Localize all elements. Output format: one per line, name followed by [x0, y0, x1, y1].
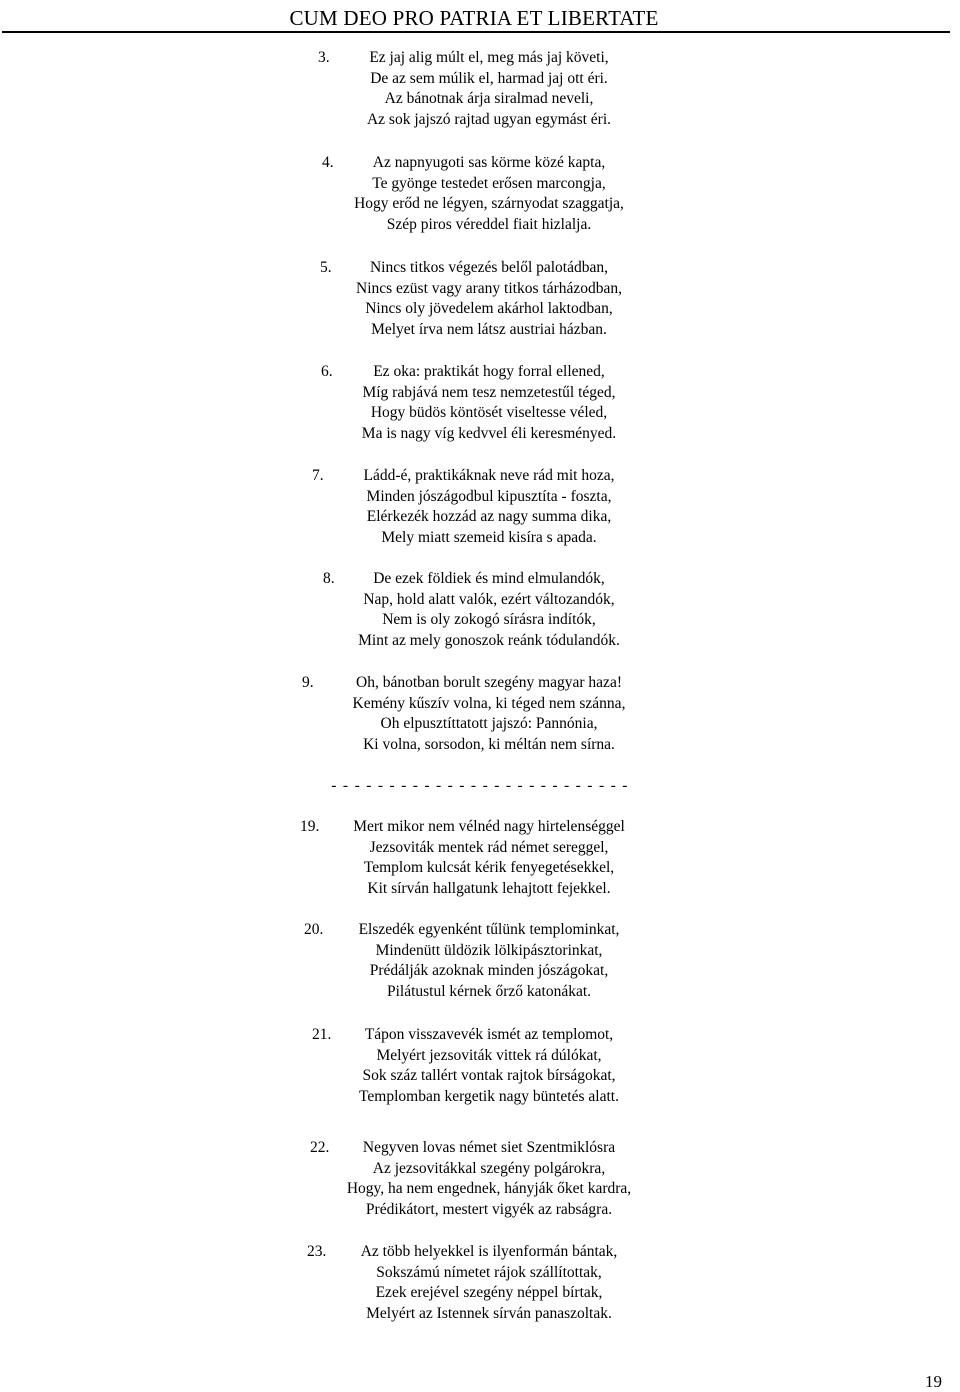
stanza-number: 3. [318, 49, 330, 66]
stanza-number: 7. [312, 467, 324, 484]
verse-line: Az bánotnak árja siralmad neveli, [384, 90, 594, 108]
stanza-number: 8. [323, 570, 335, 587]
verse-line: Prédálják azoknak minden jószágokat, [369, 962, 609, 980]
verse-line: Tápon visszavevék ismét az templomot, [364, 1026, 614, 1043]
verse-line: Melyért jezsoviták vittek rá dúlókat, [376, 1046, 602, 1064]
stanza [0, 258, 960, 341]
header-title: CUM DEO PRO PATRIA ET LIBERTATE [289, 6, 659, 30]
verse-line: Oh, bánotban borult szegény magyar haza! [356, 674, 622, 691]
verse-line: Nap, hold alatt valók, ezért változandók, [363, 590, 615, 608]
verse-line: Az több helyekkel is ilyenformán bántak, [360, 1243, 618, 1260]
verse-line: Negyven lovas német siet Szentmiklósra [362, 1139, 616, 1156]
stanza-number: 9. [302, 674, 314, 691]
stanza-number: 20. [304, 921, 324, 938]
verse-line: Templom kulcsát kérik fenyegetésekkel, [363, 859, 615, 877]
verse-line: Sokszámú nímetet rájok szállítottak, [376, 1263, 602, 1281]
stanza-number: 22. [310, 1139, 330, 1156]
page-number: 19 [925, 1372, 942, 1391]
stanza [0, 1138, 960, 1221]
stanza-number: 19. [300, 818, 320, 835]
verse-line: Mert mikor nem vélnéd nagy hirtelenséggel [353, 818, 625, 835]
verse-line: Szép piros véreddel fiait hizlalja. [386, 216, 592, 234]
stanza-number: 21. [312, 1026, 332, 1043]
stanza-number: 23. [307, 1243, 327, 1260]
stanza [0, 817, 960, 900]
verse-line: Hogy erőd ne légyen, szárnyodat szaggatja, [354, 195, 624, 213]
verse-line: Elszedék egyenként tűlünk templominkat, [358, 921, 620, 938]
stanza [0, 48, 960, 131]
verse-line: Az sok jajszó rajtad ugyan egymást éri. [366, 111, 612, 129]
verse-line: Nincs titkos végezés belől palotádban, [369, 259, 609, 276]
verse-line: Mint az mely gonoszok reánk tódulandók. [358, 632, 620, 650]
verse-line: Ma is nagy víg kedvvel éli keresményed. [361, 425, 617, 443]
verse-line: Oh elpusztíttatott jajszó: Pannónia, [380, 715, 598, 733]
verse-line: Ezek erejével szegény néppel bírtak, [375, 1284, 603, 1302]
verse-line: Az jezsovitákkal szegény polgárokra, [372, 1159, 606, 1177]
verse-line: Ki volna, sorsodon, ki méltán nem sírna. [363, 736, 615, 754]
stanza [0, 920, 960, 1003]
verse-line: Hogy, ha nem engednek, hányják őket kardra, [346, 1180, 632, 1198]
verse-line: Mely miatt szemeid kisíra s apada. [381, 529, 597, 547]
verse-line: Ládd-é, praktikáknak neve rád mit hoza, [363, 467, 615, 484]
verse-line: Ez oka: praktikát hogy forral ellened, [373, 363, 605, 380]
verse-line: Jezsoviták mentek rád német sereggel, [369, 838, 609, 856]
stanza [0, 153, 960, 236]
verse-line: Kemény kűszív volna, ki téged nem szánna, [352, 694, 626, 712]
verse-line: De az sem múlik el, harmad jaj ott éri. [370, 69, 608, 87]
stanza [0, 1242, 960, 1325]
stanza-number: 4. [322, 154, 334, 171]
verse-line: Sok száz tallért vontak rajtok bírságokat, [362, 1067, 616, 1085]
stanza [0, 466, 960, 549]
verse-line: Pilátustul kérnek őrző katonákat. [386, 983, 592, 1001]
verse-line: Mindenütt üldözik lölkipásztorinkat, [375, 941, 603, 959]
stanza [0, 569, 960, 652]
verse-line: Míg rabjává nem tesz nemzetestűl téged, [362, 383, 616, 401]
verse-line: Elérkezék hozzád az nagy summa dika, [366, 508, 612, 526]
stanza [0, 673, 960, 756]
stanza-number: 6. [321, 363, 333, 380]
stanza-number: 5. [320, 259, 332, 276]
stanza [0, 1025, 960, 1108]
verse-line: Kit sírván hallgatunk lehajtott fejekkel. [367, 880, 611, 898]
verse-line: Nincs oly jövedelem akárhol laktodban, [365, 300, 613, 318]
verse-line: De ezek földiek és mind elmulandók, [373, 570, 605, 587]
verse-line: Az napnyugoti sas körme közé kapta, [372, 154, 606, 171]
verse-line: Nincs ezüst vagy arany titkos tárházodban, [356, 279, 622, 297]
verse-line: Melyet írva nem látsz austriai házban. [371, 321, 607, 339]
verse-line: Nem is oly zokogó sírásra indítók, [382, 611, 596, 629]
stanza [0, 362, 960, 445]
verse-line: Templomban kergetik nagy büntetés alatt. [359, 1088, 619, 1106]
verse-line: Hogy büdös köntösét viseltesse véled, [370, 404, 608, 422]
verse-line: Prédikátort, mestert vigyék az rabságra. [365, 1201, 613, 1219]
verse-line: Ez jaj alig múlt el, meg más jaj követi, [369, 49, 609, 66]
verse-line: Minden jószágodbul kipusztíta - foszta, [366, 487, 612, 505]
verse-line: Melyért az Istennek sírván panaszoltak. [366, 1305, 612, 1323]
section-separator: - - - - - - - - - - - - - - - - - - - - - - - - - - [331, 777, 629, 794]
verse-line: Te gyönge testedet erősen marcongja, [372, 174, 606, 192]
